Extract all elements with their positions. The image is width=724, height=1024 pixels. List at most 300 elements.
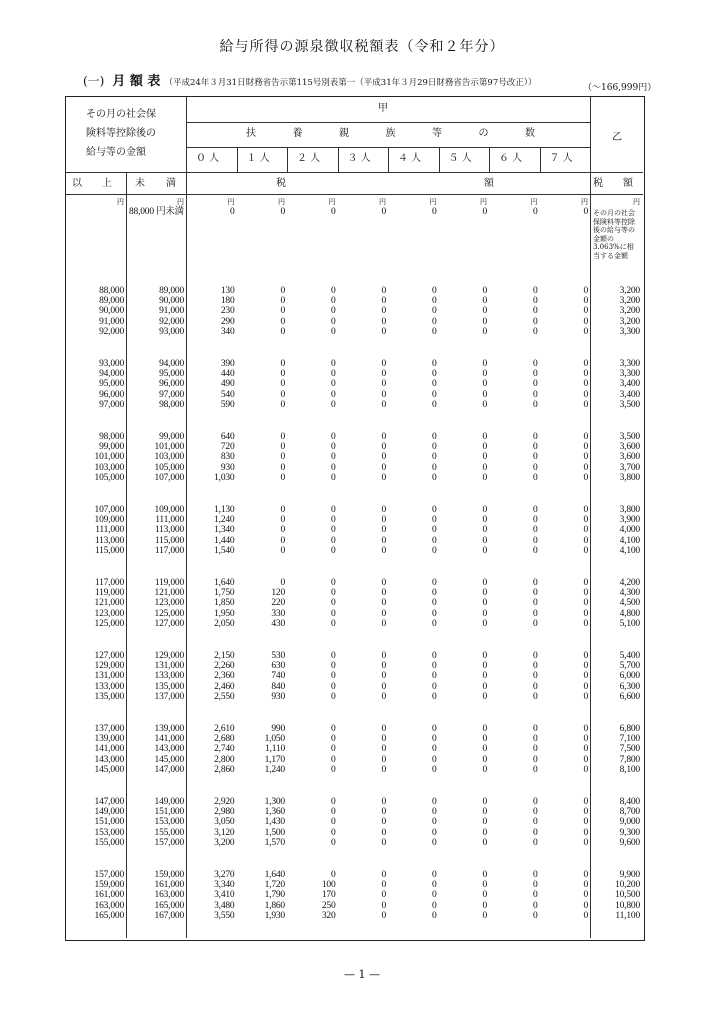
tax-cell: 0 <box>431 379 437 390</box>
tax-cell: 0 <box>330 462 336 473</box>
tax-cell: 0 <box>280 389 285 400</box>
tax-cell: 0 <box>381 578 386 588</box>
tax-cell: 0 <box>532 389 538 400</box>
tax-cell: 0 <box>381 588 386 599</box>
tax-cell: 0 <box>431 505 437 515</box>
tax-cell: 0 <box>482 296 487 307</box>
tax-cell: 1,430 <box>264 817 285 828</box>
salary-to: 115,000 <box>154 535 184 546</box>
tax-cell: 0 <box>431 827 437 838</box>
tax-cell: 0 <box>381 661 386 672</box>
tax-cell: 0 <box>381 651 386 661</box>
tax-cell: 3,480 <box>214 900 235 911</box>
tax-cell: 0 <box>583 316 588 327</box>
tax-cell: 0 <box>381 724 386 734</box>
tax-cell: 0 <box>482 432 487 442</box>
tax-cell: 0 <box>532 910 538 921</box>
tax-cell: 0 <box>532 837 538 848</box>
salary-to: 133,000 <box>154 671 184 682</box>
tax-cell: 0 <box>431 890 437 901</box>
header-bottom-border <box>66 194 643 195</box>
salary-to: 141,000 <box>154 734 184 745</box>
tax-cell: 0 <box>532 399 538 410</box>
tax-cell: 0 <box>583 900 588 911</box>
tax-cell: 0 <box>280 296 285 307</box>
tax-cell: 0 <box>280 505 285 515</box>
tax-cell: 0 <box>482 764 487 775</box>
tax-cell: 0 <box>381 900 386 911</box>
tax-cell: 0 <box>381 744 386 755</box>
tax-cell: 0 <box>431 797 437 807</box>
tax-cell: 1,300 <box>264 797 285 807</box>
tax-cell: 0 <box>482 754 487 765</box>
salary-from: 145,000 <box>94 764 124 775</box>
salary-to: 91,000 <box>159 306 184 317</box>
tax-cell: 3,200 <box>214 837 235 848</box>
tax-cell: 0 <box>431 359 437 369</box>
dependents-count-header: ２ 人 <box>297 153 321 164</box>
tax-cell: 0 <box>431 545 437 556</box>
tax-cell: 1,850 <box>214 598 235 609</box>
salary-to: 165,000 <box>154 900 184 911</box>
tax-cell: 0 <box>330 326 336 337</box>
tax-cell: 2,050 <box>214 618 235 629</box>
dep-col-divider <box>388 147 389 172</box>
unit-yen: 円 <box>429 198 437 206</box>
tax-cell: 1,110 <box>264 744 285 755</box>
tax-cell: 0 <box>330 578 336 588</box>
tax-cell: 3,410 <box>214 890 235 901</box>
tax-cell: 2,610 <box>214 724 235 734</box>
tax-cell: 0 <box>583 578 588 588</box>
tax-cell: 0 <box>532 207 538 217</box>
tax-cell: 0 <box>583 754 588 765</box>
tax-cell: 320 <box>321 910 336 921</box>
tax-cell: 0 <box>431 462 437 473</box>
tax-cell: 0 <box>330 442 336 453</box>
salary-from: 91,000 <box>99 316 124 327</box>
tax-cell: 0 <box>280 359 285 369</box>
tax-cell: 0 <box>482 651 487 661</box>
tax-cell: 0 <box>532 369 538 380</box>
salary-from: 125,000 <box>94 618 124 629</box>
salary-to: 103,000 <box>154 452 184 463</box>
tax-cell: 0 <box>482 505 487 515</box>
salary-from: 115,000 <box>94 545 124 556</box>
tax-cell: 0 <box>482 837 487 848</box>
unit-yen: 円 <box>278 198 285 206</box>
tax-cell: 740 <box>271 671 285 682</box>
tax-cell: 0 <box>431 671 437 682</box>
dep-col-divider <box>540 147 541 172</box>
tax-cell: 0 <box>583 306 588 317</box>
tax-cell: 0 <box>381 326 386 337</box>
tax-cell: 0 <box>381 837 386 848</box>
tax-cell: 0 <box>280 432 285 442</box>
salary-from: 95,000 <box>99 379 124 390</box>
salary-from: 159,000 <box>94 880 124 891</box>
tax-cell: 0 <box>431 578 437 588</box>
tax-cell: 3,550 <box>214 910 235 921</box>
salary-to: 139,000 <box>154 724 184 734</box>
tax-cell: 2,360 <box>214 671 235 682</box>
tax-cell: 0 <box>532 535 538 546</box>
tax-cell: 0 <box>532 472 538 483</box>
tax-cell: 0 <box>330 754 336 765</box>
tax-cell: 630 <box>271 661 285 672</box>
tax-cell: 0 <box>482 880 487 891</box>
tax-cell: 0 <box>583 651 588 661</box>
salary-from: 129,000 <box>94 661 124 672</box>
col-divider-range <box>126 172 127 938</box>
tax-cell: 0 <box>431 807 437 818</box>
otsu-tax-cell: 3,700 <box>619 462 640 473</box>
tax-cell: 1,240 <box>264 764 285 775</box>
salary-to: 159,000 <box>154 870 184 880</box>
otsu-tax-cell: 4,000 <box>619 525 640 536</box>
tax-cell: 0 <box>431 598 437 609</box>
tax-cell: 0 <box>381 910 386 921</box>
tax-cell: 0 <box>532 870 538 880</box>
tax-cell: 1,170 <box>264 754 285 765</box>
tax-cell: 0 <box>482 691 487 702</box>
salary-to: 94,000 <box>159 359 184 369</box>
tax-cell: 2,860 <box>214 764 235 775</box>
tax-cell: 0 <box>583 764 588 775</box>
salary-to: 98,000 <box>159 399 184 410</box>
dependents-header-char: の <box>478 128 489 139</box>
gaku-label: 額 <box>484 178 494 189</box>
tax-cell: 0 <box>583 671 588 682</box>
row-label-line-2: 険料等控除後の <box>86 128 156 139</box>
tax-cell: 0 <box>532 462 538 473</box>
salary-from: 111,000 <box>95 525 124 536</box>
tax-cell: 2,920 <box>214 797 235 807</box>
unit-yen: 円 <box>328 198 336 206</box>
table-subheading <box>83 70 537 89</box>
salary-to: 101,000 <box>154 442 184 453</box>
tax-cell: 0 <box>482 870 487 880</box>
tax-cell: 180 <box>220 296 235 307</box>
tax-cell: 390 <box>220 359 235 369</box>
tax-cell: 0 <box>482 545 487 556</box>
tax-cell: 0 <box>583 837 588 848</box>
tax-cell: 0 <box>583 359 588 369</box>
tax-cell: 0 <box>229 207 235 217</box>
tax-cell: 990 <box>271 724 285 734</box>
tax-cell: 0 <box>330 797 336 807</box>
tax-cell: 0 <box>381 671 386 682</box>
dependents-count-header: ３ 人 <box>347 153 371 164</box>
tax-cell: 0 <box>482 359 487 369</box>
tax-cell: 0 <box>583 525 588 536</box>
otsu-tax-cell: 3,500 <box>619 432 640 442</box>
tax-cell: 0 <box>431 452 437 463</box>
tax-cell: 0 <box>381 598 386 609</box>
tax-cell: 0 <box>583 890 588 901</box>
salary-from: 133,000 <box>94 681 124 692</box>
tax-cell: 0 <box>381 462 386 473</box>
tax-cell: 0 <box>482 807 487 818</box>
otsu-tax-cell: 3,800 <box>619 505 640 515</box>
tax-cell: 0 <box>381 807 386 818</box>
tax-cell: 0 <box>583 207 588 217</box>
salary-to: 89,000 <box>159 286 184 296</box>
salary-to: 161,000 <box>154 880 184 891</box>
tax-cell: 0 <box>431 296 437 307</box>
salary-to: 135,000 <box>154 681 184 692</box>
tax-cell: 0 <box>381 618 386 629</box>
dependents-count-header: ６ 人 <box>499 153 523 164</box>
tax-cell: 0 <box>330 598 336 609</box>
tax-cell: 0 <box>330 681 336 692</box>
salary-to: 131,000 <box>154 661 184 672</box>
tax-cell: 0 <box>381 472 386 483</box>
tax-cell: 0 <box>381 286 386 296</box>
otsu-tax-cell: 4,800 <box>619 608 640 619</box>
tax-cell: 0 <box>381 432 386 442</box>
tax-cell: 0 <box>330 618 336 629</box>
salary-to: 107,000 <box>154 472 184 483</box>
tax-cell: 0 <box>583 797 588 807</box>
tax-cell: 0 <box>532 442 538 453</box>
tax-cell: 1,240 <box>214 515 235 526</box>
tax-cell: 0 <box>583 691 588 702</box>
amount-range: （～166,999円） <box>583 83 657 93</box>
tax-cell: 3,270 <box>214 870 235 880</box>
salary-to: 155,000 <box>154 827 184 838</box>
tax-cell: 0 <box>431 661 437 672</box>
tax-cell: 0 <box>583 379 588 390</box>
tax-cell: 0 <box>482 399 487 410</box>
tax-cell: 640 <box>220 432 235 442</box>
tax-cell: 1,570 <box>264 837 285 848</box>
zei-label: 税 <box>276 178 286 189</box>
tax-cell: 0 <box>583 807 588 818</box>
tax-cell: 0 <box>583 399 588 410</box>
salary-from: 121,000 <box>94 598 124 609</box>
salary-to: 109,000 <box>154 505 184 515</box>
row-label-line-1: その月の社会保 <box>86 109 156 120</box>
tax-cell: 0 <box>532 525 538 536</box>
otsu-tax-cell: 10,200 <box>615 880 640 891</box>
salary-from: 165,000 <box>94 910 124 921</box>
tax-cell: 0 <box>330 817 336 828</box>
tax-cell: 0 <box>482 797 487 807</box>
tax-cell: 0 <box>482 316 487 327</box>
tax-cell: 2,680 <box>214 734 235 745</box>
tax-cell: 0 <box>431 817 437 828</box>
salary-from: 147,000 <box>94 797 124 807</box>
salary-to: 93,000 <box>159 326 184 337</box>
tax-cell: 170 <box>321 890 336 901</box>
tax-cell: 1,440 <box>214 535 235 546</box>
tax-cell: 0 <box>330 807 336 818</box>
otsu-zeigaku-label: 税 額 <box>593 178 633 189</box>
otsu-tax-cell: 3,200 <box>619 306 640 317</box>
tax-cell: 0 <box>381 880 386 891</box>
salary-to: 145,000 <box>154 754 184 765</box>
tax-cell: 0 <box>280 545 285 556</box>
tax-cell: 0 <box>532 754 538 765</box>
tax-cell: 0 <box>532 306 538 317</box>
tax-cell: 0 <box>381 817 386 828</box>
tax-cell: 0 <box>381 399 386 410</box>
salary-to: 92,000 <box>159 316 184 327</box>
otsu-tax-cell: 5,100 <box>619 618 640 629</box>
tax-cell: 0 <box>482 744 487 755</box>
otsu-tax-cell: 4,200 <box>619 578 640 588</box>
otsu-tax-cell: 9,000 <box>619 817 640 828</box>
tax-cell: 0 <box>280 316 285 327</box>
tax-cell: 490 <box>220 379 235 390</box>
tax-cell: 0 <box>381 379 386 390</box>
tax-cell: 0 <box>583 545 588 556</box>
tax-cell: 0 <box>431 754 437 765</box>
tax-cell: 0 <box>583 661 588 672</box>
salary-to: 117,000 <box>154 545 184 556</box>
salary-from: 117,000 <box>94 578 124 588</box>
tax-cell: 0 <box>381 452 386 463</box>
header-divider-kou <box>186 122 590 123</box>
salary-from: 105,000 <box>94 472 124 483</box>
tax-cell: 2,740 <box>214 744 235 755</box>
tax-cell: 340 <box>220 326 235 337</box>
tax-cell: 0 <box>431 472 437 483</box>
tax-cell: 0 <box>330 545 336 556</box>
tax-cell: 2,800 <box>214 754 235 765</box>
unit-yen: 円 <box>530 198 538 206</box>
otsu-tax-cell: 11,100 <box>615 910 640 921</box>
tax-cell: 0 <box>431 525 437 536</box>
salary-to: 129,000 <box>154 651 184 661</box>
tax-cell: 0 <box>280 399 285 410</box>
salary-to: 105,000 <box>154 462 184 473</box>
tax-cell: 0 <box>482 452 487 463</box>
tax-cell: 0 <box>280 515 285 526</box>
tax-cell: 1,750 <box>214 588 235 599</box>
salary-to: 119,000 <box>154 578 184 588</box>
tax-cell: 0 <box>583 870 588 880</box>
tax-cell: 840 <box>271 681 285 692</box>
tax-cell: 0 <box>381 505 386 515</box>
salary-from: 127,000 <box>94 651 124 661</box>
tax-cell: 0 <box>532 359 538 369</box>
dependents-header-char: 数 <box>525 128 535 139</box>
salary-to: 90,000 <box>159 296 184 307</box>
salary-to: 143,000 <box>154 744 184 755</box>
tax-cell: 2,260 <box>214 661 235 672</box>
tax-cell: 0 <box>532 671 538 682</box>
tax-table <box>65 96 645 941</box>
table-name: 月 額 表 <box>112 74 161 89</box>
unit-yen: 円 <box>177 198 184 206</box>
salary-from: 137,000 <box>94 724 124 734</box>
salary-to: 111,000 <box>155 515 184 526</box>
tax-cell: 330 <box>271 608 285 619</box>
tax-cell: 0 <box>532 379 538 390</box>
tax-cell: 0 <box>431 286 437 296</box>
tax-cell: 1,500 <box>264 827 285 838</box>
unit-yen: 円 <box>480 198 487 206</box>
dependents-count-header: ４ 人 <box>398 153 422 164</box>
dependents-count-header: １ 人 <box>246 153 270 164</box>
tax-cell: 0 <box>381 681 386 692</box>
tax-cell: 0 <box>330 296 336 307</box>
unit-yen: 円 <box>581 198 588 206</box>
tax-cell: 0 <box>280 326 285 337</box>
tax-cell: 0 <box>330 525 336 536</box>
tax-cell: 1,860 <box>264 900 285 911</box>
tax-cell: 0 <box>431 608 437 619</box>
tax-cell: 0 <box>280 207 285 217</box>
dep-col-divider <box>287 147 288 172</box>
salary-from: 161,000 <box>94 890 124 901</box>
salary-from: 99,000 <box>99 442 124 453</box>
tax-cell: 0 <box>532 691 538 702</box>
tax-cell: 0 <box>330 870 336 880</box>
col-divider-otsu <box>590 97 591 938</box>
otsu-tax-cell: 10,500 <box>615 890 640 901</box>
tax-cell: 0 <box>431 651 437 661</box>
otsu-tax-cell: 6,800 <box>619 724 640 734</box>
otsu-tax-cell: 7,800 <box>619 754 640 765</box>
tax-cell: 0 <box>431 399 437 410</box>
tax-cell: 0 <box>381 691 386 702</box>
tax-cell: 0 <box>583 598 588 609</box>
dependents-header-char: 扶 <box>246 128 256 139</box>
tax-cell: 0 <box>330 286 336 296</box>
tax-cell: 120 <box>271 588 285 599</box>
salary-to: 125,000 <box>154 608 184 619</box>
salary-from: 101,000 <box>94 452 124 463</box>
tax-cell: 0 <box>583 326 588 337</box>
tax-cell: 130 <box>220 286 235 296</box>
salary-to: 167,000 <box>154 910 184 921</box>
tax-cell: 0 <box>482 910 487 921</box>
tax-cell: 0 <box>330 608 336 619</box>
tax-cell: 2,980 <box>214 807 235 818</box>
tax-cell: 0 <box>482 207 487 217</box>
otsu-tax-cell: 8,100 <box>619 764 640 775</box>
tax-cell: 0 <box>532 681 538 692</box>
tax-cell: 0 <box>280 379 285 390</box>
salary-from: 107,000 <box>94 505 124 515</box>
salary-from: 96,000 <box>99 389 124 400</box>
tax-cell: 0 <box>431 910 437 921</box>
otsu-tax-cell: 7,100 <box>619 734 640 745</box>
otsu-tax-cell: 9,300 <box>619 827 640 838</box>
tax-cell: 0 <box>583 827 588 838</box>
tax-cell: 1,640 <box>214 578 235 588</box>
page-number: — 1 — <box>344 968 380 981</box>
tax-cell: 0 <box>330 661 336 672</box>
tax-cell: 0 <box>431 691 437 702</box>
tax-cell: 0 <box>532 618 538 629</box>
tax-cell: 0 <box>330 724 336 734</box>
tax-cell: 0 <box>532 807 538 818</box>
salary-from: 92,000 <box>99 326 124 337</box>
tax-cell: 0 <box>482 306 487 317</box>
tax-cell: 2,150 <box>214 651 235 661</box>
otsu-tax-cell: 3,400 <box>619 389 640 400</box>
unit-yen: 円 <box>117 198 124 206</box>
tax-cell: 0 <box>532 797 538 807</box>
salary-from: 93,000 <box>99 359 124 369</box>
tax-cell: 0 <box>583 389 588 400</box>
tax-cell: 2,550 <box>214 691 235 702</box>
tax-cell: 1,720 <box>264 880 285 891</box>
